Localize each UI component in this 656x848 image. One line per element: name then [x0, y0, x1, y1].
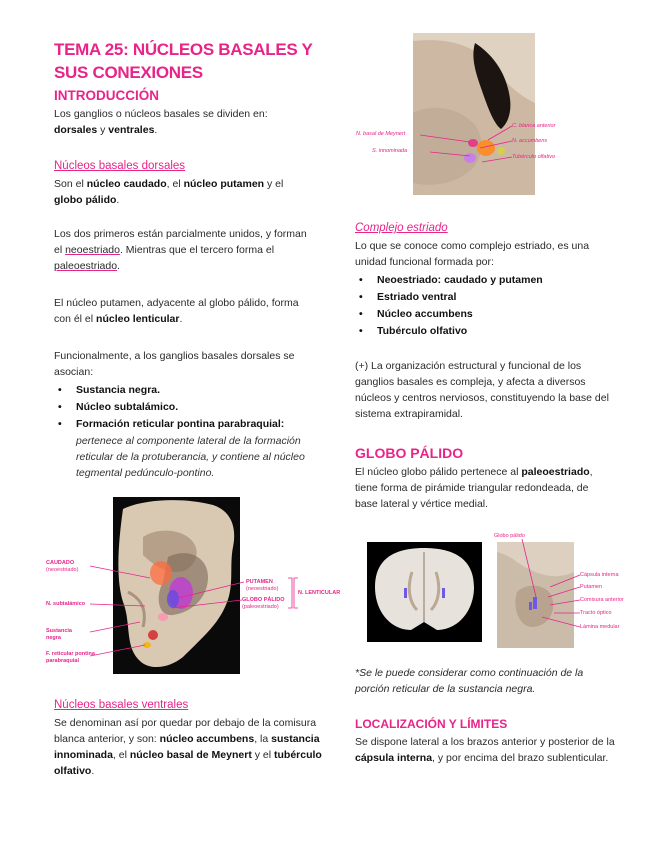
- complejo-text: Lo que se conoce como complejo estriado, es una unidad funcional formada por:: [355, 240, 590, 268]
- list-item: • Núcleo subtalámico.: [54, 399, 324, 416]
- globo-heading: GLOBO PÁLIDO: [355, 445, 464, 461]
- label-putamen-fig: Putamen: [580, 584, 603, 590]
- dorsal-associated-list: [54, 382, 324, 481]
- page-title-line1: TEMA 25: NÚCLEOS BASALES Y: [54, 40, 313, 59]
- ventral-heading: Núcleos basales ventrales: [54, 699, 189, 711]
- dorsal-paragraph-4: Funcionalmente, a los ganglios basales dorsales se asocian:: [54, 350, 295, 378]
- label-accumbens: N. accumbens: [512, 138, 548, 144]
- complejo-note: (+) La organización estructural y funcional de los ganglios basales es compleja, y afecta a diversos núcleos y centros nerviosos, constituyendo la base del sistema extrapiramidal.: [355, 360, 609, 420]
- list-item: • Estriado ventral: [355, 289, 625, 306]
- label-comisura-anterior: Comisura anterior: [580, 597, 624, 603]
- dorsal-heading: Núcleos basales dorsales: [54, 160, 186, 172]
- label-innominada: S. innominada: [372, 148, 408, 154]
- label-lamina-medular: Lámina medular: [580, 624, 620, 630]
- list-item: • Formación reticular pontina parabraquial: pertenece al componente lateral de la formación reticular de la protuberancia, y contiene al núcleo tegmental pedúnculo-pontino.: [54, 416, 324, 481]
- list-item: • Tubérculo olfativo: [355, 323, 625, 340]
- localizacion-paragraph: Se dispone lateral a los brazos anterior y posterior de la cápsula interna, y por encima del brazo sublenticular.: [355, 736, 615, 764]
- intro-text: Los ganglios o núcleos basales se dividen en: dorsales y ventrales.: [54, 108, 268, 136]
- label-putamen: PUTAMEN (neoestriado): [246, 579, 279, 592]
- ventral-section-image: [413, 33, 535, 195]
- dorsal-paragraph-2: Los dos primeros están parcialmente unidos, y forman el neoestriado. Mientras que el tercero forma el paleoestriado.: [54, 228, 307, 272]
- label-subtalamico: N. subtalámico: [46, 601, 86, 607]
- label-tuberculo: Tubérculo olfativo: [512, 154, 556, 160]
- label-meynert: N. basal de Meynert: [356, 131, 406, 137]
- label-lenticular: N. LENTICULAR: [298, 590, 341, 596]
- label-sustancia-negra: Sustancia negra: [46, 628, 72, 641]
- ventral-section-illustration: [413, 33, 535, 195]
- label-caudado: CAUDADO (neoestriado): [46, 560, 79, 573]
- italic-note: *Se le puede considerar como continuación de la porción reticular de la sustancia negra.: [355, 667, 584, 695]
- top-figure-leader-lines: [420, 120, 520, 170]
- dorsal-paragraph-1: Son el núcleo caudado, el núcleo putamen y el globo pálido.: [54, 178, 284, 206]
- localizacion-heading: LOCALIZACIÓN Y LÍMITES: [355, 717, 508, 731]
- coronal-section-illustration: [367, 542, 482, 642]
- list-item: • Neoestriado: caudado y putamen: [355, 272, 625, 289]
- globo-paragraph: El núcleo globo pálido pertenece al paleoestriado, tiene forma de pirámide triangular redondeada, de base lateral y vértice medial.: [355, 466, 593, 510]
- label-reticular-pontina: F. reticular pontina parabraquial: [46, 651, 95, 664]
- globo-leader-lines: [520, 537, 582, 632]
- list-item: • Sustancia negra.: [54, 382, 324, 399]
- label-leader-lines: [90, 560, 310, 670]
- intro-heading: INTRODUCCIÓN: [54, 88, 159, 103]
- label-globo-palido-fig: Globo pálido: [494, 533, 525, 539]
- label-blanca-anterior: C. blanca anterior: [512, 123, 556, 129]
- label-capsula-interna: Cápsula interna: [580, 572, 619, 578]
- dorsal-paragraph-3: El núcleo putamen, adyacente al globo pálido, forma con él el núcleo lenticular.: [54, 297, 299, 325]
- coronal-section-image: [367, 542, 482, 642]
- complejo-list: [355, 272, 625, 340]
- label-tracto-optico: Tracto óptico: [580, 610, 612, 616]
- list-item: • Núcleo accumbens: [355, 306, 625, 323]
- ventral-paragraph: Se denominan así por quedar por debajo de la comisura blanca anterior, y son: núcleo accumbens, la sustancia innominada, el núcleo basal de Meynert y el tubérculo olfativo.: [54, 717, 322, 777]
- label-globo-palido: GLOBO PÁLIDO (paleoestriado): [242, 597, 285, 610]
- page-title-line2: SUS CONEXIONES: [54, 63, 203, 82]
- complejo-heading: Complejo estriado: [355, 222, 448, 234]
